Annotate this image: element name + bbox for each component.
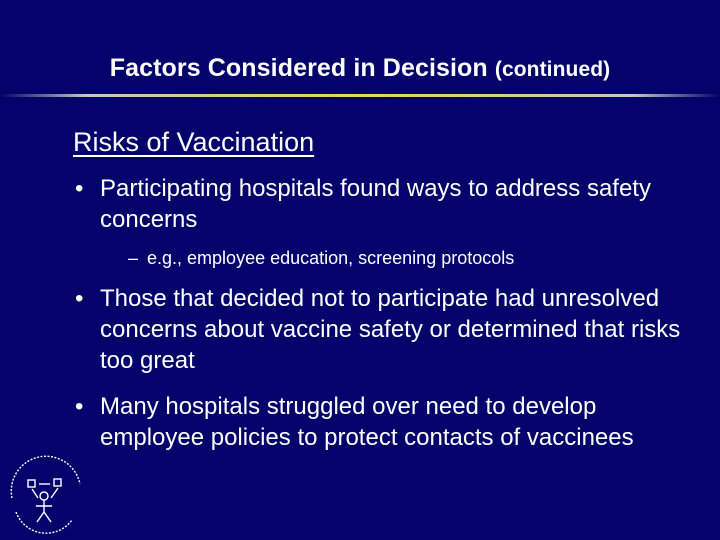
title-main: Factors Considered in Decision: [109, 54, 488, 82]
bullet-text: Those that decided not to participate had unresolved concerns about vaccine safety or determined that risks too great: [100, 285, 681, 374]
bullet-text: Participating hospitals found ways to address safety concerns: [100, 175, 651, 233]
bullet-marker: •: [75, 285, 84, 312]
bullet-text: Many hospitals struggled over need to develop employee policies to protect contacts of vaccinees: [100, 393, 634, 451]
agency-seal-icon: [6, 454, 86, 534]
sub-bullet-item: [128, 246, 514, 270]
title-divider-shadow: [0, 97, 720, 99]
sub-bullet-marker: –: [128, 248, 139, 268]
sub-bullet-text: e.g., employee education, screening protocols: [147, 248, 515, 268]
bullet-marker: •: [75, 393, 84, 420]
slide-title: [0, 54, 720, 83]
bullet-marker: •: [75, 175, 84, 202]
section-heading: Risks of Vaccination: [73, 127, 315, 157]
title-suffix: (continued): [494, 58, 611, 81]
